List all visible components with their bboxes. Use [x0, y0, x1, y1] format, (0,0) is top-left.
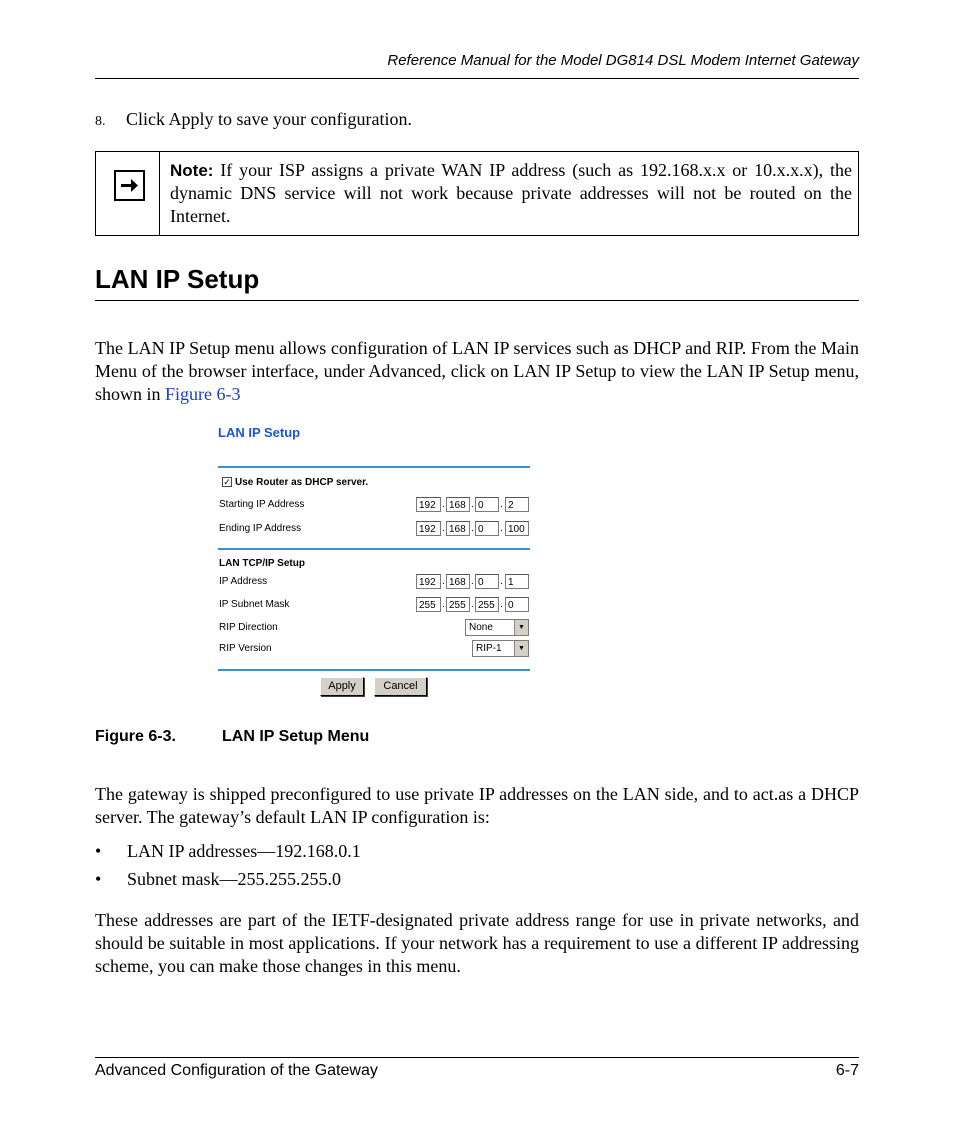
rip-direction-value: None: [469, 622, 493, 633]
ip-address-octet-2[interactable]: 168: [446, 574, 470, 589]
figure-link[interactable]: Figure 6-3: [165, 384, 241, 404]
chevron-down-icon: ▼: [514, 620, 528, 635]
intro-text: The LAN IP Setup menu allows configuration of LAN IP services such as DHCP and RIP. From the Main Menu of the browser interface, under Advanced, click on LAN IP Setup to view the LAN IP Setup menu, shown in: [95, 338, 859, 404]
dot-separator: .: [471, 576, 474, 587]
list-item: [95, 840, 361, 863]
bullet-icon: •: [95, 869, 102, 889]
tcpip-heading: LAN TCP/IP Setup: [219, 558, 305, 569]
section-title: LAN IP Setup: [95, 264, 260, 294]
step-number: 8.: [95, 114, 106, 129]
apply-button[interactable]: Apply: [320, 677, 364, 696]
subnet-octet-3[interactable]: 255: [475, 597, 499, 612]
ip-address-octet-3[interactable]: 0: [475, 574, 499, 589]
ending-ip-octet-2[interactable]: 168: [446, 521, 470, 536]
intro-paragraph: [95, 337, 859, 406]
rip-version-value: RIP-1: [476, 643, 502, 654]
paragraph-addresses: These addresses are part of the IETF-designated private address range for use in private networks, and should be suitable in most applications. If your network has a requirement to use a different IP addressing scheme, you can make those changes in this menu.: [95, 910, 859, 976]
section-rule: [95, 300, 859, 301]
chevron-down-icon: ▼: [514, 641, 528, 656]
starting-ip-label: Starting IP Address: [219, 499, 305, 510]
ending-ip-octet-1[interactable]: 192: [416, 521, 441, 536]
note-label: Note:: [170, 161, 214, 180]
subnet-octet-4[interactable]: 0: [505, 597, 529, 612]
cancel-button[interactable]: Cancel: [374, 677, 427, 696]
note-divider: [159, 152, 160, 235]
ending-ip-octet-3[interactable]: 0: [475, 521, 499, 536]
subnet-octet-1[interactable]: 255: [416, 597, 441, 612]
paragraph-defaults: The gateway is shipped preconfigured to use private IP addresses on the LAN side, and to act.as a DHCP server. The gateway’s default LAN IP configuration is:: [95, 784, 859, 827]
dot-separator: .: [471, 523, 474, 534]
screenshot-title: LAN IP Setup: [218, 425, 301, 440]
dot-separator: .: [471, 599, 474, 610]
step-item: [95, 108, 859, 133]
dot-separator: .: [442, 523, 445, 534]
starting-ip-octet-3[interactable]: 0: [475, 497, 499, 512]
ip-address-octet-4[interactable]: 1: [505, 574, 529, 589]
dhcp-checkbox[interactable]: ✓: [223, 477, 231, 487]
footer-rule: [95, 1057, 859, 1058]
screenshot-rule-3: [218, 669, 530, 671]
bullet-icon: •: [95, 841, 102, 861]
dot-separator: .: [500, 576, 503, 587]
dot-separator: .: [500, 499, 503, 510]
arrow-right-icon: [114, 170, 145, 201]
list-item: [95, 868, 341, 891]
ending-ip-label: Ending IP Address: [219, 523, 302, 534]
subnet-mask-label: IP Subnet Mask: [219, 599, 290, 610]
ip-address-label: IP Address: [219, 576, 268, 587]
screenshot-rule-1: [218, 466, 530, 468]
figure-caption: [95, 728, 369, 746]
rip-direction-select[interactable]: [465, 619, 529, 636]
dot-separator: .: [442, 599, 445, 610]
rip-version-label: RIP Version: [219, 643, 272, 654]
page-number: 6-7: [835, 1062, 859, 1079]
starting-ip-octet-1[interactable]: 192: [416, 497, 441, 512]
header-rule: [95, 78, 859, 79]
bullet-text: LAN IP addresses—192.168.0.1: [127, 841, 361, 861]
dot-separator: .: [471, 499, 474, 510]
starting-ip-octet-4[interactable]: 2: [505, 497, 529, 512]
rip-version-select[interactable]: [472, 640, 529, 657]
dot-separator: .: [500, 523, 503, 534]
ending-ip-octet-4[interactable]: 100: [505, 521, 529, 536]
note-text: [170, 159, 852, 228]
dot-separator: .: [442, 499, 445, 510]
starting-ip-octet-2[interactable]: 168: [446, 497, 470, 512]
dhcp-checkbox-label: Use Router as DHCP server.: [235, 477, 369, 488]
subnet-octet-2[interactable]: 255: [446, 597, 470, 612]
figure-title: LAN IP Setup Menu: [222, 728, 370, 745]
running-header: Reference Manual for the Model DG814 DSL Modem Internet Gateway: [387, 52, 859, 69]
ip-address-octet-1[interactable]: 192: [416, 574, 441, 589]
rip-direction-label: RIP Direction: [219, 622, 278, 633]
footer-chapter: Advanced Configuration of the Gateway: [95, 1062, 378, 1079]
screenshot-rule-2: [218, 548, 530, 550]
bullet-text: Subnet mask—255.255.255.0: [127, 869, 341, 889]
step-text: Click Apply to save your configuration.: [126, 109, 412, 129]
note-body: If your ISP assigns a private WAN IP address (such as 192.168.x.x or 10.x.x.x), the dynamic DNS service will not work because private addresses will not be routed on the Internet.: [170, 160, 852, 226]
note-box: [95, 151, 859, 236]
figure-number: Figure 6-3.: [95, 728, 176, 745]
dot-separator: .: [500, 599, 503, 610]
dot-separator: .: [442, 576, 445, 587]
